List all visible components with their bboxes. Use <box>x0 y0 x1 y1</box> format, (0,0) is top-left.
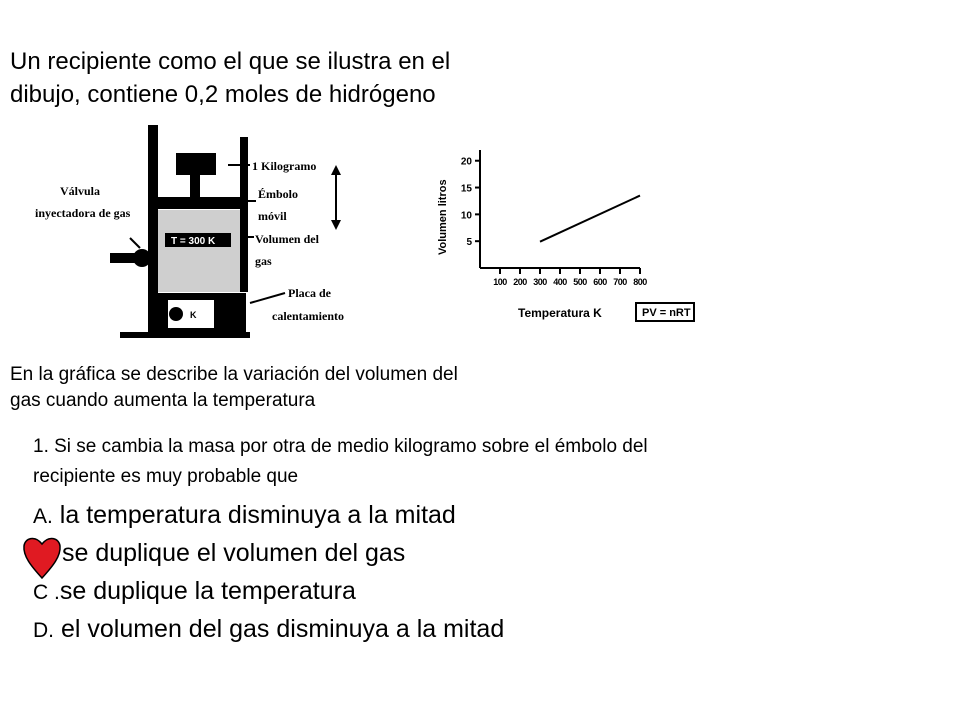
valve-label-1: Válvula <box>60 184 101 198</box>
piston <box>158 197 240 209</box>
caption-line-2: gas cuando aumenta la temperatura <box>10 390 316 411</box>
x-tick-label: 200 <box>513 277 527 287</box>
option-a[interactable] <box>33 500 456 532</box>
y-tick-label: 20 <box>460 156 472 168</box>
x-tick-label: 400 <box>553 277 567 287</box>
formula-annotation: PV = nRT <box>642 307 691 319</box>
option-a-text: la temperatura disminuya a la mitad <box>59 501 456 529</box>
dial-label: K <box>190 310 197 320</box>
piston-label-2: móvil <box>258 209 287 223</box>
intro-line-1: Un recipiente como el que se ilustra en el <box>10 48 451 75</box>
volume-label-1: Volumen del <box>255 232 319 246</box>
chart-plot-area <box>461 150 647 287</box>
option-b-text: se duplique el volumen del gas <box>62 539 406 567</box>
intro-line-2: dibujo, contiene 0,2 moles de hidrógeno <box>10 81 436 108</box>
x-axis-label: Temperatura K <box>518 306 602 320</box>
question-text <box>33 432 933 492</box>
temperature-label: T = 300 K <box>171 236 216 247</box>
plate-arrow <box>250 293 285 303</box>
x-tick-label: 700 <box>613 277 627 287</box>
question-line-2: recipiente es muy probable que <box>33 466 299 487</box>
piston-rod <box>190 173 200 197</box>
graph-caption <box>10 362 660 414</box>
option-c-text: se duplique la temperatura <box>59 577 356 605</box>
y-tick-label: 15 <box>460 183 472 195</box>
dial-icon <box>169 307 183 321</box>
question-line-1: 1. Si se cambia la masa por otra de medio kilogramo sobre el émbolo del <box>33 436 648 457</box>
series-line <box>540 196 640 242</box>
x-tick-label: 100 <box>493 277 507 287</box>
weight-block <box>176 153 216 175</box>
option-b[interactable] <box>62 538 405 568</box>
y-tick-label: 5 <box>466 237 472 249</box>
option-d-letter: D. <box>33 619 54 642</box>
valve-pointer <box>130 238 140 248</box>
gas-container-diagram <box>30 125 375 340</box>
y-tick-label: 10 <box>460 210 472 222</box>
gas-region <box>158 210 240 292</box>
motion-arrow-down-icon <box>331 220 341 230</box>
x-tick-label: 600 <box>593 277 607 287</box>
weight-label: 1 Kilogramo <box>252 159 317 173</box>
option-c[interactable] <box>33 576 356 608</box>
option-c-letter: C . <box>33 581 60 604</box>
volume-temperature-chart <box>430 140 700 330</box>
option-d-text: el volumen del gas disminuya a la mitad <box>60 615 505 643</box>
heart-icon <box>21 534 63 580</box>
container-right-wall <box>240 137 248 292</box>
option-d[interactable] <box>33 614 504 646</box>
valve-label-2: inyectadora de gas <box>35 206 131 220</box>
plate-label-1: Placa de <box>288 286 331 300</box>
plate-label-2: calentamiento <box>272 309 344 323</box>
piston-label-1: Émbolo <box>258 187 299 201</box>
caption-line-1: En la gráfica se describe la variación del volumen del <box>10 364 458 385</box>
motion-arrow-up-icon <box>331 165 341 175</box>
intro-text <box>10 45 672 111</box>
valve-wheel-icon <box>133 249 151 267</box>
x-tick-label: 300 <box>533 277 547 287</box>
switch-icon <box>220 303 228 321</box>
y-axis-label: Volumen litros <box>437 179 449 255</box>
volume-label-2: gas <box>255 254 272 268</box>
x-tick-label: 500 <box>573 277 587 287</box>
x-tick-label: 800 <box>633 277 647 287</box>
option-a-letter: A. <box>33 505 53 528</box>
